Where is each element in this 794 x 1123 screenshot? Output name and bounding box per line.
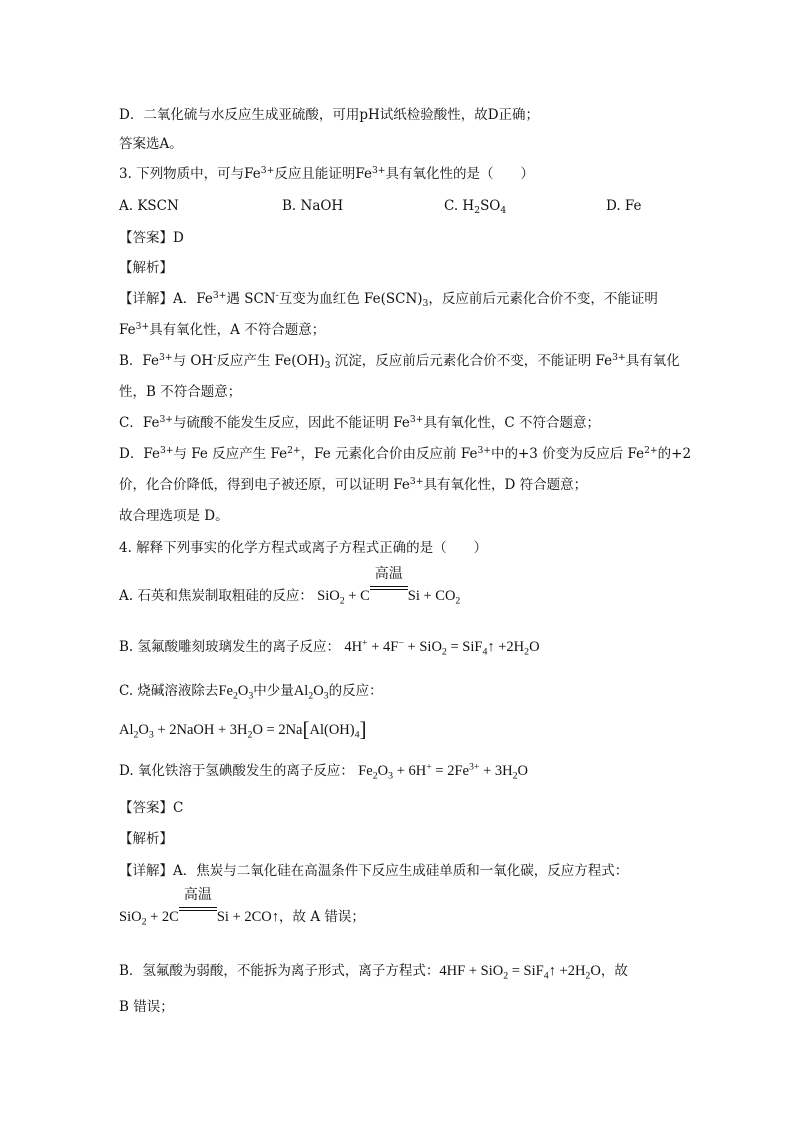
q4-detail-line: B．氢氟酸为弱酸，不能拆为离子形式，离子方程式：4HF + SiO$_2$ = SiF$_4$↑ $+2H_2O$，故: [119, 963, 628, 982]
q3-option-b: B. NaOH: [282, 198, 344, 214]
equation: SiO$_2$ + C 高温 $Si + CO_2$: [317, 567, 461, 607]
q3-option-c: C. $H_2SO_4$: [444, 198, 507, 217]
q3-detail-line: 价，化合价降低，得到电子被还原，可以证明 $Fe^{3+}$具有氧化性，D 符合题意；: [119, 475, 588, 493]
q4-answer: 【答案】C: [119, 800, 184, 816]
q4-stem: 4. 解释下列事实的化学方程式或离子方程式正确的是（ ）: [119, 540, 488, 556]
q4-analysis-title: 【解析】: [119, 831, 173, 847]
q3-detail-line: C．$Fe^{3+}$与硫酸不能发生反应，因此不能证明 $Fe^{3+}$具有氧化性，C 不符合题意；: [119, 413, 601, 431]
q3-answer: 【答案】D: [119, 230, 184, 246]
q3-option-d: D. Fe: [606, 198, 642, 214]
equation: 4HF + SiO$_2$ = SiF$_4$↑ $+2H_2O$: [439, 963, 601, 982]
q3-detail-line: 【详解】A．$Fe^{3+}$遇 SCN-互变为血红色 $Fe(SCN)_3$，反应前后元素化合价不变，不能证明: [119, 289, 658, 310]
q4-option-d: D. 氧化铁溶于氢碘酸发生的离子反应： $Fe_2O_3 + 6H^+ = 2Fe^{3+} + 3H_2O$: [119, 761, 529, 782]
q3-detail-line: 性，B 不符合题意；: [119, 384, 242, 400]
q4-detail-line: 【详解】A．焦炭与二氧化硅在高温条件下反应生成硅单质和一氧化碳，反应方程式：: [119, 863, 629, 879]
q3-detail-line: $Fe^{3+}$具有氧化性，A 不符合题意；: [119, 320, 326, 338]
equation: $Al_2O_3$ + 2NaOH + $3H_2O = 2Na[Al(OH)_4]$: [119, 717, 367, 741]
q3-analysis-title: 【解析】: [119, 260, 173, 276]
equation: 4H+ + 4F− + SiO$_2$ = SiF$_4$↑ $+2H_2O$: [344, 637, 540, 658]
q4-option-a: A. 石英和焦炭制取粗硅的反应： SiO$_2$ + C 高温 $Si + CO_2$: [119, 567, 461, 607]
q4-option-c-equation: [119, 717, 367, 741]
equation: SiO$_2$ + 2C 高温 Si + 2CO↑: [119, 888, 280, 928]
equation: $Fe_2O_3 + 6H^+ = 2Fe^{3+} + 3H_2O$: [358, 761, 529, 782]
q4-detail-a-equation: SiO$_2$ + 2C 高温 Si + 2CO↑，故 A 错误；: [119, 888, 365, 928]
q4-detail-line: B 错误；: [119, 999, 174, 1015]
prev-option-d: D．二氧化硫与水反应生成亚硫酸，可用pH试纸检验酸性，故D正确；: [119, 107, 540, 123]
prev-answer-select: 答案选A。: [119, 136, 183, 152]
q3-option-a: A. KSCN: [119, 198, 179, 214]
q4-option-c: C. 烧碱溶液除去$Fe_2O_3$中少量$Al_2O_3$的反应：: [119, 683, 383, 702]
q3-detail-line: B．$Fe^{3+}$与 OH-反应产生 $Fe(OH)_3$ 沉淀，反应前后元素化合价不变，不能证明 $Fe^{3+}$具有氧化: [119, 351, 680, 372]
q3-detail-line: 故合理选项是 D。: [119, 508, 229, 524]
q3-stem: 3. 下列物质中，可与$Fe^{3+}$反应且能证明$Fe^{3+}$具有氧化性的是（ ）: [119, 164, 534, 182]
q3-detail-line: D．$Fe^{3+}$与 Fe 反应产生 $Fe^{2+}$，Fe 元素化合价由反应前 $Fe^{3+}$中的+3 价变为反应后 $Fe^{2+}$的+2: [119, 444, 692, 462]
q4-option-b: B. 氢氟酸雕刻玻璃发生的离子反应： 4H+ + 4F− + SiO$_2$ = SiF$_4$↑ $+2H_2O$: [119, 637, 540, 658]
